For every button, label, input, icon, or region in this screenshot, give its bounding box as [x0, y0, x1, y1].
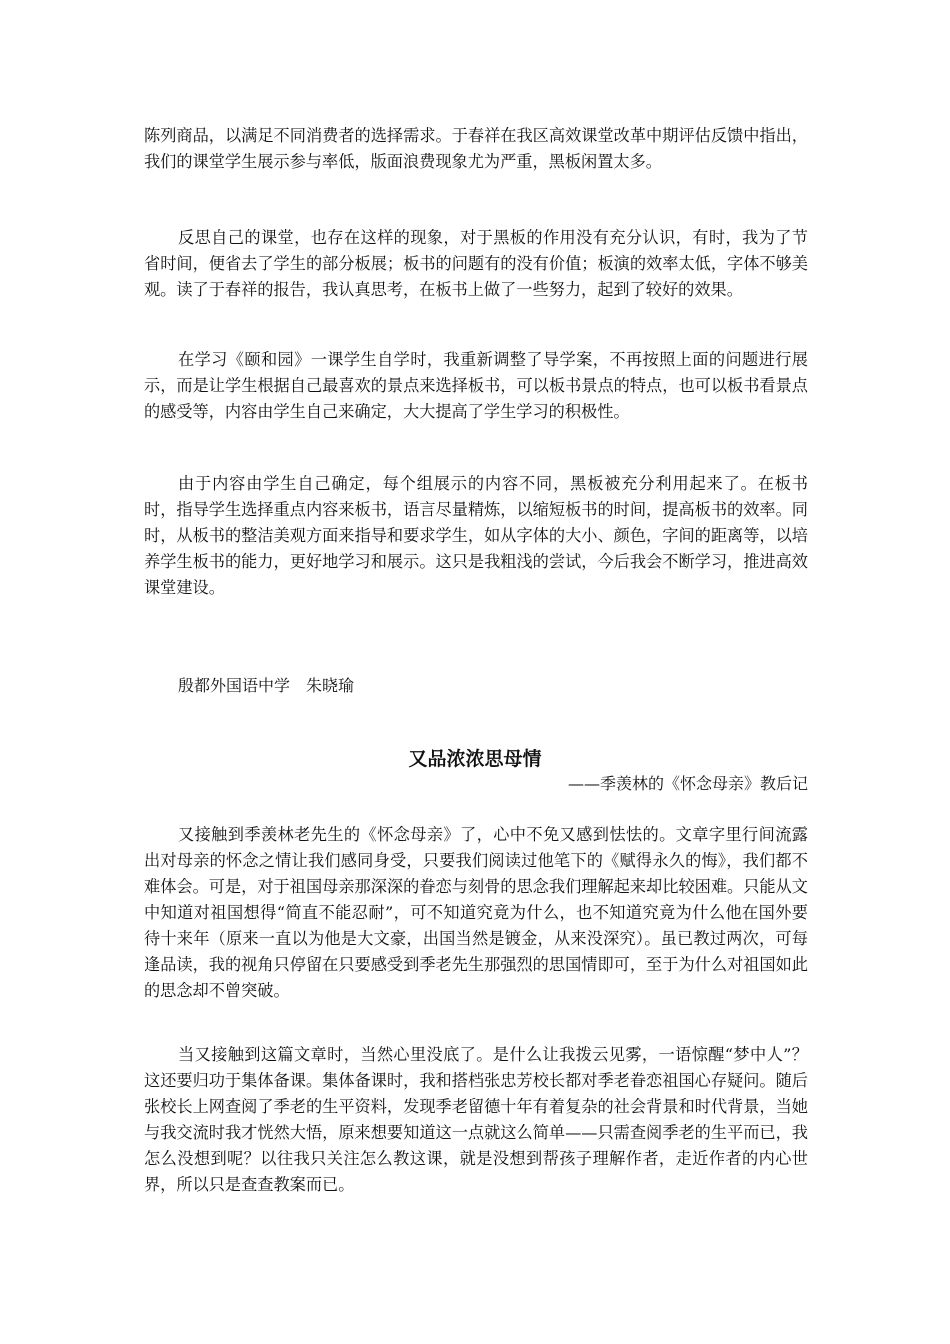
- body-paragraph-summer-palace-lesson: 在学习《颐和园》一课学生自学时，我重新调整了导学案，不再按照上面的问题进行展示，而是让学生根据自己最喜欢的景点来选择板书，可以板书景点的特点，也可以板书看景点的感受等，内容由学生自己来确定，大大提高了学生学习的积极性。: [144, 350, 808, 421]
- article-paragraph-intro: 又接触到季羡林老先生的《怀念母亲》了，心中不免又感到怯怯的。文章字里行间流露出对母亲的怀念之情让我们感同身受，只要我们阅读过他笔下的《赋得永久的悔》，我们都不难体会。可是，对于祖国母亲那深深的眷恋与刻骨的思念我们理解起来却比较困难。只能从文中知道对祖国想得“简直不能忍耐”，可不知道究竟为什么，也不知道究竟为什么他在国外要待十来年（原来一直以为他是大文豪，出国当然是镀金，从来没深究）。虽已教过两次，可每逢品读，我的视角只停留在只要感受到季老先生那强烈的思国情即可，至于为什么对祖国如此的思念却不曾突破。: [144, 825, 808, 1000]
- article-subtitle: ——季羡林的《怀念母亲》教后记: [567, 774, 808, 793]
- continued-paragraph: 陈列商品，以满足不同消费者的选择需求。于春祥在我区高效课堂改革中期评估反馈中指出，我们的课堂学生展示参与率低，版面浪费现象尤为严重，黑板闲置太多。: [144, 126, 808, 171]
- body-paragraph-reflection: 反思自己的课堂，也存在这样的现象，对于黑板的作用没有充分认识，有时，我为了节省时间，便省去了学生的部分板展；板书的问题有的没有价值；板演的效率太低，字体不够美观。读了于春祥的报告，我认真思考，在板书上做了一些努力，起到了较好的效果。: [144, 228, 808, 299]
- article-paragraph-collective-prep: 当又接触到这篇文章时，当然心里没底了。是什么让我拨云见雾，一语惊醒“梦中人”？这还要归功于集体备课。集体备课时，我和搭档张忠芳校长都对季老眷恋祖国心存疑问。随后张校长上网查阅了季老的生平资料，发现季老留德十年有着复杂的社会背景和时代背景，当她与我交流时我才恍然大悟，原来想要知道这一点就这么简单——只需查阅季老的生平而已，我怎么没想到呢？以往我只关注怎么教这课，就是没想到帮孩子理解作者，走近作者的内心世界，所以只是查查教案而已。: [144, 1045, 808, 1194]
- article-title: 又品浓浓思母情: [408, 748, 542, 770]
- author-signature: 殷都外国语中学 朱晓瑜: [178, 676, 355, 695]
- body-paragraph-blackboard-use: 由于内容由学生自己确定，每个组展示的内容不同，黑板被充分利用起来了。在板书时，指导学生选择重点内容来板书，语言尽量精炼，以缩短板书的时间，提高板书的效率。同时，从板书的整洁美观方面来指导和要求学生，如从字体的大小、颜色，字间的距离等，以培养学生板书的能力，更好地学习和展示。这只是我粗浅的尝试，今后我会不断学习，推进高效课堂建设。: [144, 474, 808, 597]
